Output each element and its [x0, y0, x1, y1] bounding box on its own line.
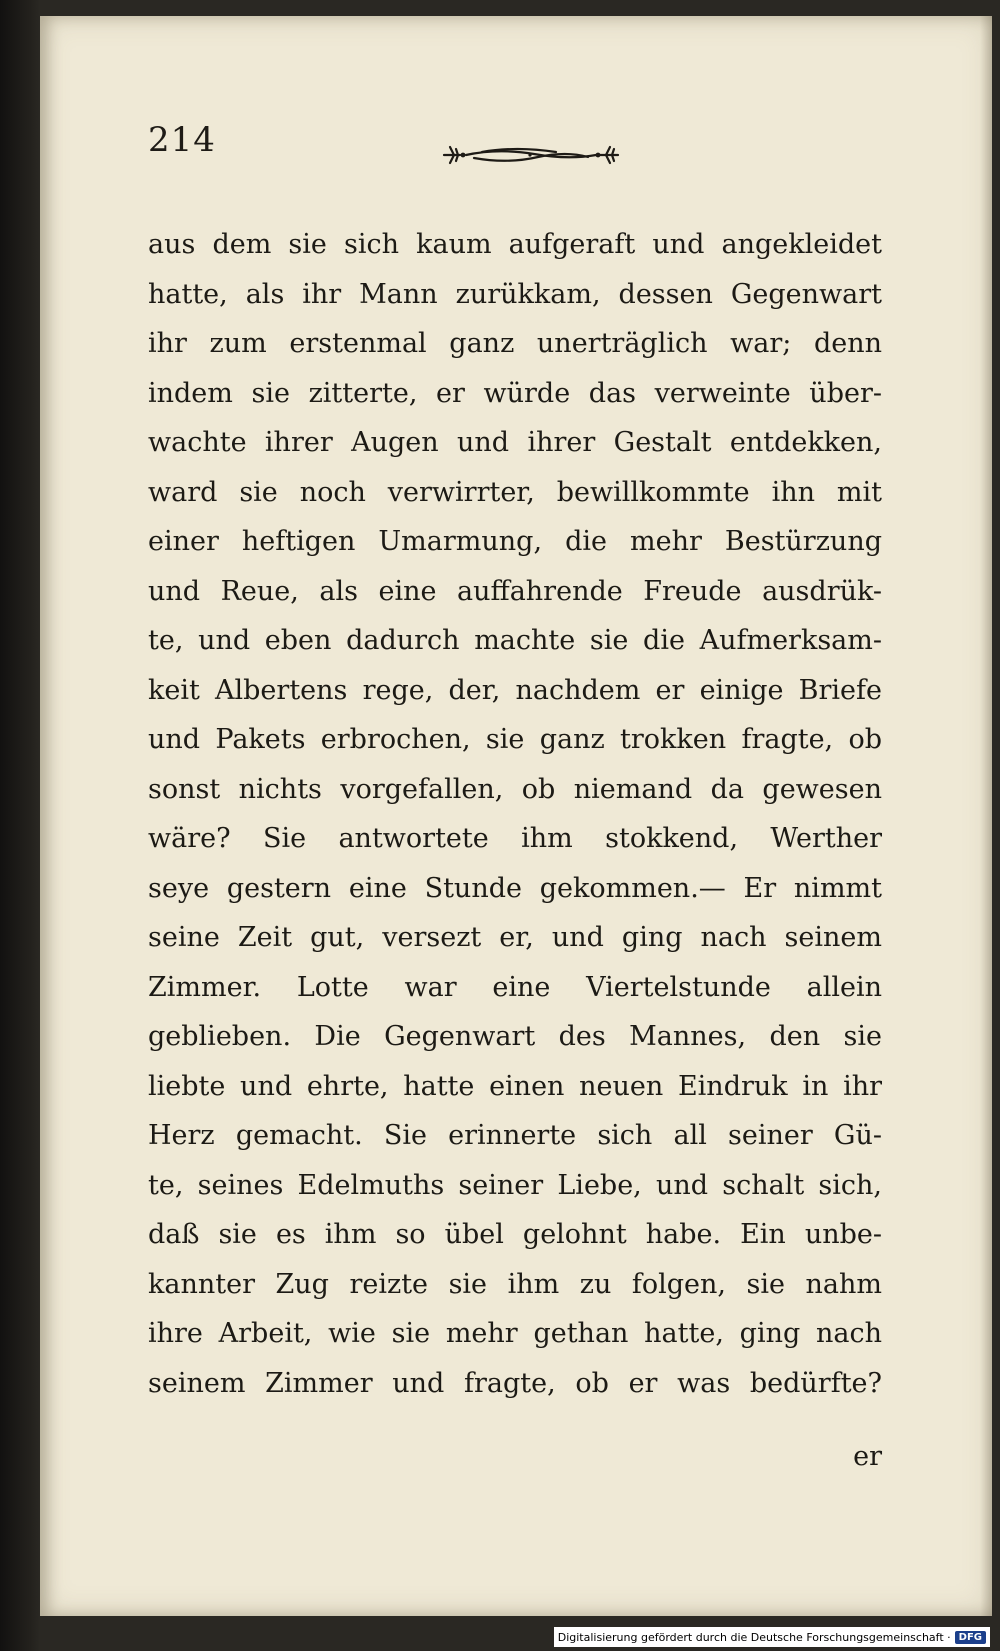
text-line: und Reue, als eine auffahrende Freude ausdrük-	[148, 575, 882, 607]
text-line: ihr zum erstenmal ganz unerträglich war; denn	[148, 328, 882, 359]
text-line: seine Zeit gut, versezt er, und ging nach seinem	[148, 922, 882, 953]
body-text	[148, 220, 882, 1408]
text-line: sonst nichts vorgefallen, ob niemand da gewesen	[148, 773, 882, 805]
text-line: kannter Zug reizte sie ihm zu folgen, sie nahm	[148, 1268, 882, 1300]
text-line: Herz gemacht. Sie erinnerte sich all seiner Gü-	[148, 1120, 882, 1151]
text-line: keit Albertens rege, der, nachdem er einige Briefe	[148, 674, 882, 706]
text-line: hatte, als ihr Mann zurükkam, dessen Gegenwart	[148, 278, 882, 310]
text-line: liebte und ehrte, hatte einen neuen Eindruk in ihr	[148, 1070, 882, 1102]
text-line: wachte ihrer Augen und ihrer Gestalt entdekken,	[148, 427, 882, 458]
text-line: te, seines Edelmuths seiner Liebe, und schalt sich,	[148, 1169, 882, 1201]
text-line: te, und eben dadurch machte sie die Aufmerksam-	[148, 625, 882, 656]
catchword: er	[853, 1441, 882, 1472]
text-line: daß sie es ihm so übel gelohnt habe. Ein unbe-	[148, 1219, 882, 1250]
text-line: aus dem sie sich kaum aufgeraft und angekleidet	[148, 229, 882, 260]
text-line: geblieben. Die Gegenwart des Mannes, den sie	[148, 1021, 882, 1052]
text-line: seye gestern eine Stunde gekommen.— Er nimmt	[148, 872, 882, 904]
page-number: 214	[148, 120, 216, 160]
text-line: einer heftigen Umarmung, die mehr Bestürzung	[148, 526, 882, 557]
text-line: ihre Arbeit, wie sie mehr gethan hatte, ging nach	[148, 1318, 882, 1349]
text-line: indem sie zitterte, er würde das verweinte über-	[148, 377, 882, 409]
text-line: Zimmer. Lotte war eine Viertelstunde allein	[148, 971, 882, 1003]
page-edge-shadow	[980, 16, 992, 1616]
text-line: und Pakets erbrochen, sie ganz trokken fragte, ob	[148, 724, 882, 755]
dfg-logo: DFG	[955, 1631, 986, 1644]
digitization-credit	[554, 1627, 990, 1647]
printers-ornament-icon	[438, 138, 624, 172]
text-line: ward sie noch verwirrter, bewillkommte ihn mit	[148, 476, 882, 508]
credit-text: Digitalisierung gefördert durch die Deutsche Forschungsgemeinschaft ·	[557, 1630, 951, 1644]
text-line: wäre? Sie antwortete ihm stokkend, Werther	[148, 823, 882, 854]
text-line: seinem Zimmer und fragte, ob er was bedürfte?	[148, 1367, 882, 1399]
